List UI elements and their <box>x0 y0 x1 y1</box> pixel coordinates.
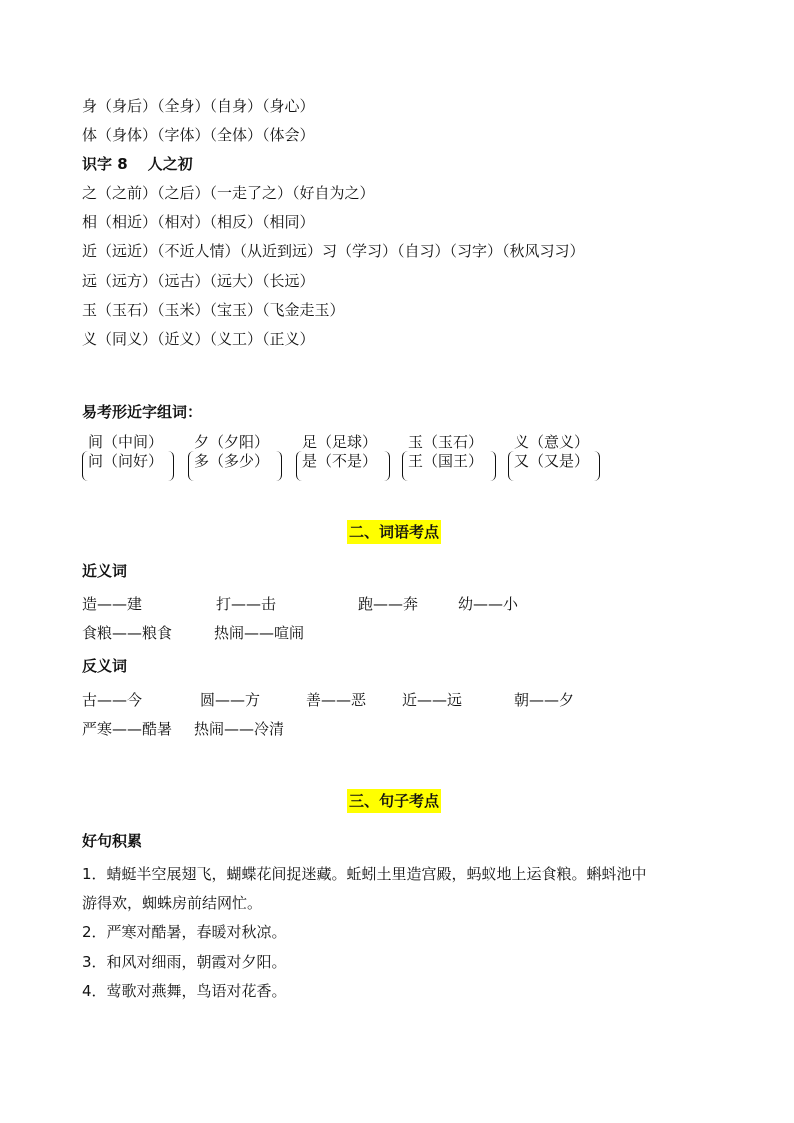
char-pair <box>402 433 502 483</box>
lesson-heading <box>82 154 193 174</box>
char-pair-top: 夕（夕阳） <box>194 433 270 451</box>
sentence-line: 1．蜻蜓半空展翅飞，蝴蝶花间捉迷藏。蚯蚓土里造宫殿，蚂蚁地上运食粮。蝌蚪池中 <box>82 865 647 883</box>
word-pair: 打——击 <box>216 595 277 613</box>
word-pair: 近——远 <box>402 691 463 709</box>
word-pair: 造——建 <box>82 595 143 613</box>
char-pair-top: 足（足球） <box>302 433 378 451</box>
word-pair: 热闹——喧闹 <box>214 624 305 642</box>
word-pair: 严寒——酷暑 <box>82 720 173 738</box>
word-pair: 跑——奔 <box>358 595 419 613</box>
lesson-line: 玉（玉石）（玉米）（宝玉）（飞金走玉） <box>82 301 345 319</box>
similar-chars-group <box>82 433 682 483</box>
section-title: 三、句子考点 <box>347 789 441 813</box>
word-pair: 热闹——冷清 <box>194 720 285 738</box>
char-pair-bottom: 多（多少） <box>194 452 270 470</box>
lesson-line: 义（同义）（近义）（义工）（正义） <box>82 330 315 348</box>
right-brace-icon <box>490 451 496 481</box>
word-pair: 善——恶 <box>306 691 367 709</box>
char-pair-bottom: 问（问好） <box>88 452 164 470</box>
section-title: 二、词语考点 <box>347 520 441 544</box>
char-pair-bottom: 是（不是） <box>302 452 378 470</box>
right-brace-icon <box>384 451 390 481</box>
char-pair-top: 义（意义） <box>514 433 590 451</box>
char-pair-bottom: 王（国王） <box>408 452 484 470</box>
char-pair <box>296 433 396 483</box>
right-brace-icon <box>276 451 282 481</box>
sentence-line: 4．莺歌对燕舞，鸟语对花香。 <box>82 982 287 1000</box>
similar-chars-heading: 易考形近字组词： <box>82 403 203 421</box>
lesson-line: 相（相近）（相对）（相反）（相同） <box>82 213 315 231</box>
synonyms-heading: 近义词 <box>82 562 128 580</box>
right-brace-icon <box>594 451 600 481</box>
lesson-title: 人之初 <box>147 155 193 173</box>
word-pair: 幼——小 <box>458 595 519 613</box>
right-brace-icon <box>168 451 174 481</box>
word-pair: 食粮——粮食 <box>82 624 173 642</box>
lesson-line: 体（身体）（字体）（全体）（体会） <box>82 126 315 144</box>
lesson-line: 近（远近）（不近人情）（从近到远）习（学习）（自习）（习字）（秋风习习） <box>82 242 585 260</box>
word-pair: 圆——方 <box>200 691 261 709</box>
sentence-line: 3．和风对细雨，朝霞对夕阳。 <box>82 953 287 971</box>
char-pair-bottom: 又（又是） <box>514 452 590 470</box>
lesson-line: 身（身后）（全身）（自身）（身心） <box>82 97 315 115</box>
char-pair-top: 间（中间） <box>88 433 164 451</box>
good-sentences-heading: 好句积累 <box>82 832 143 850</box>
sentence-line: 游得欢，蜘蛛房前结网忙。 <box>82 894 263 912</box>
char-pair <box>188 433 288 483</box>
char-pair <box>508 433 608 483</box>
antonyms-heading: 反义词 <box>82 657 128 675</box>
word-pair: 朝——夕 <box>514 691 575 709</box>
lesson-line: 远（远方）（远古）（远大）（长远） <box>82 272 315 290</box>
lesson-line: 之（之前）（之后）（一走了之）（好自为之） <box>82 184 375 202</box>
sentence-line: 2．严寒对酷暑，春暖对秋凉。 <box>82 923 287 941</box>
word-pair: 古——今 <box>82 691 143 709</box>
char-pair-top: 玉（玉石） <box>408 433 484 451</box>
char-pair <box>82 433 182 483</box>
lesson-number: 识字 8 <box>82 155 128 173</box>
